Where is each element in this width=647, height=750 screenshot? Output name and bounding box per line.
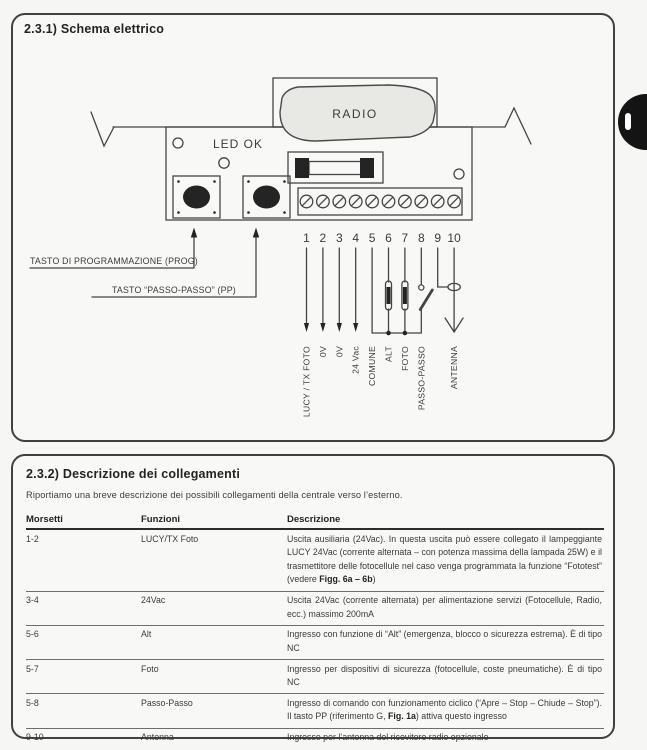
terminal-number: 10 <box>447 231 461 245</box>
screw-slot <box>302 197 310 205</box>
callout-prog <box>30 228 198 269</box>
antenna-symbol <box>454 318 463 332</box>
screw-slot <box>417 197 425 205</box>
table-row <box>26 694 604 728</box>
mounting-hole-left <box>173 138 183 148</box>
section-title-desc: 2.3.2) Descrizione dei collegamenti <box>26 467 241 481</box>
intro-text: Riportiamo una breve descrizione dei possibili collegamenti della centrale verso l’esterno. <box>26 490 403 500</box>
nc-contact-fill <box>403 287 407 304</box>
screw-slot <box>401 197 409 205</box>
cell-funzioni: Alt <box>141 625 287 659</box>
terminal-function-label: FOTO <box>399 346 410 371</box>
cell-funzioni: LUCY/TX Foto <box>141 529 287 591</box>
cell-funzioni: 24Vac <box>141 591 287 625</box>
nc-contact-fill <box>387 287 391 304</box>
cell-morsetti: 5-6 <box>26 625 141 659</box>
prog-button <box>173 176 220 218</box>
cell-funzioni: Passo-Passo <box>141 694 287 728</box>
terminal-number: 8 <box>417 231 425 245</box>
italian-i-glyph <box>625 113 631 130</box>
break-mark-right <box>505 108 531 144</box>
section-title-schema: 2.3.1) Schema elettrico <box>24 22 165 36</box>
cell-descrizione: Uscita 24Vac (corrente alternata) per alimentazione servizi (Fotocellule, Radio, ecc.) massimo 200mA <box>287 591 604 625</box>
cell-descrizione: Ingresso per dispositivi di sicurezza (fotocellule, coste pneumatiche). È di tipo NC <box>287 660 604 694</box>
terminal-number: 4 <box>352 231 360 245</box>
wire-arrowhead <box>337 323 342 332</box>
cell-morsetti: 5-8 <box>26 694 141 728</box>
table-row <box>26 591 604 625</box>
cell-morsetti: 9-10 <box>26 732 44 742</box>
cell-descrizione: Ingresso per l’antenna del ricevitore radio opzionale <box>287 732 489 742</box>
wire-arrowhead <box>304 323 309 332</box>
screw-slot <box>384 197 392 205</box>
terminal-number: 3 <box>335 231 343 245</box>
cell-descrizione: Ingresso di comando con funzionamento ciclico (“Apre – Stop – Chiude – Stop”). Il tasto PP (riferimento G, Fig. 1a) attiva questo ingresso <box>287 694 604 728</box>
wire-arrowhead <box>353 323 358 332</box>
terminal-function-label: ANTENNA <box>449 346 460 390</box>
antenna-symbol <box>445 318 454 332</box>
terminal-wires <box>304 248 463 333</box>
junction-dot-alt <box>386 331 391 336</box>
screw-slot <box>335 197 343 205</box>
terminal-number: 6 <box>385 231 392 245</box>
screw-slot <box>352 197 360 205</box>
terminal-number: 2 <box>319 231 327 245</box>
cell-descrizione: Ingresso con funzione di “Alt” (emergenza, blocco o sicurezza estrema). È di tipo NC <box>287 625 604 659</box>
table-header-row <box>26 513 604 529</box>
screw-slot <box>434 197 442 205</box>
col-header-descrizione: Descrizione <box>287 513 604 529</box>
callout-pp-label: TASTO “PASSO-PASSO” (PP) <box>112 285 236 295</box>
fuse <box>288 152 383 183</box>
table-row <box>26 660 604 694</box>
callout-prog-label: TASTO DI PROGRAMMAZIONE (PROG) <box>30 256 198 266</box>
col-header-morsetti: Morsetti <box>26 513 141 529</box>
mounting-hole-right <box>454 169 464 179</box>
cell-morsetti: 3-4 <box>26 591 141 625</box>
terminal-function-label: LUCY / TX FOTO <box>301 346 312 418</box>
ok-led <box>219 158 229 168</box>
col-header-funzioni: Funzioni <box>141 513 287 529</box>
terminal-number: 9 <box>434 231 442 245</box>
cell-descrizione: Uscita ausiliaria (24Vac). In questa uscita può essere collegato il lampeggiante LUCY 24Vac (corrente alternata – con potenza massima della lampada 25W) e il trasmettitore delle fotocellule nel caso venga programmata la funzione “Fototest” (vedere Figg. 6a – 6b) <box>287 529 604 591</box>
terminal-screws <box>300 195 460 208</box>
wire-arrowhead <box>320 323 325 332</box>
cell-funzioni: Foto <box>141 660 287 694</box>
table-row <box>26 529 604 591</box>
terminal-number: 5 <box>368 231 376 245</box>
switch-pivot <box>419 285 424 290</box>
cell-funzioni: Antenna <box>141 732 174 742</box>
terminal-function-label: 0V <box>334 346 345 358</box>
terminal-function-label: 0V <box>317 346 328 358</box>
terminal-function-label: ALT <box>383 346 394 363</box>
terminal-number: 7 <box>401 231 409 245</box>
screw-slot <box>319 197 327 205</box>
table-body <box>26 529 604 748</box>
screw-slot <box>368 197 376 205</box>
descrizione-collegamenti-panel <box>11 454 615 742</box>
terminal-function-label: PASSO-PASSO <box>416 346 427 411</box>
junction-dot-foto <box>403 331 408 336</box>
radio-label: RADIO <box>332 107 378 121</box>
screw-slot <box>450 197 458 205</box>
terminal-number: 1 <box>303 231 310 245</box>
pp-button <box>243 176 290 218</box>
led-ok-label: LED OK <box>212 137 264 151</box>
connections-table <box>26 513 604 748</box>
terminal-labels <box>302 346 460 418</box>
switch-lever <box>420 290 432 310</box>
table-row <box>26 625 604 659</box>
terminal-function-label: 24 Vac <box>350 346 361 374</box>
table-row <box>26 728 604 748</box>
cell-morsetti: 1-2 <box>26 529 141 591</box>
break-mark-left <box>91 112 114 146</box>
terminal-numbers <box>303 231 461 245</box>
terminal-function-label: COMUNE <box>367 346 378 386</box>
cell-morsetti: 5-7 <box>26 660 141 694</box>
